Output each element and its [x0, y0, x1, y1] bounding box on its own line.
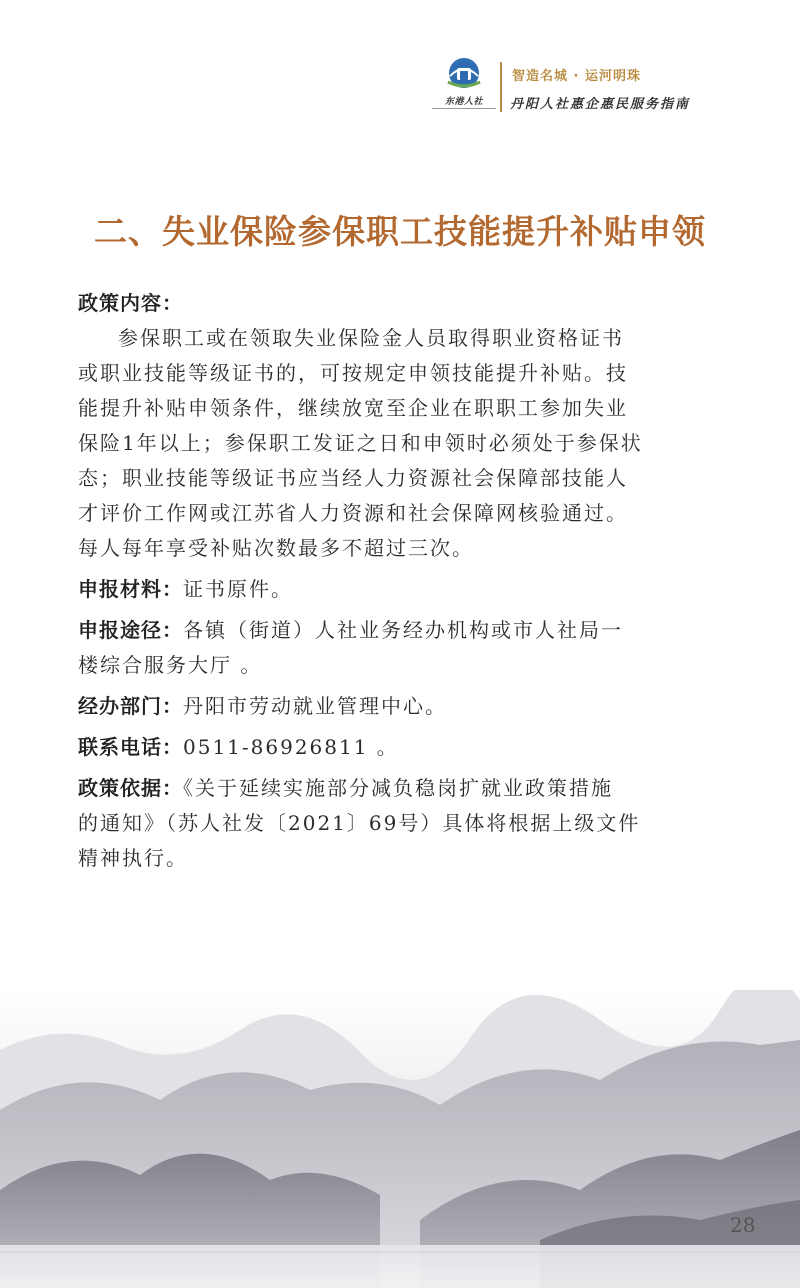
- policy-line-2: 或职业技能等级证书的，可按规定申领技能提升补贴。技: [78, 361, 628, 385]
- department-label: 经办部门：: [78, 694, 183, 718]
- policy-line-1: 参保职工或在领取失业保险金人员取得职业资格证书: [118, 326, 624, 350]
- header-subtitle: 丹阳人社惠企惠民服务指南: [510, 97, 691, 112]
- channel-value-line2: 楼综合服务大厅 。: [78, 653, 263, 677]
- policy-line-6: 才评价工作网或江苏省人力资源和社会保障网核验通过。: [78, 501, 628, 525]
- policy-line-7: 每人每年享受补贴次数最多不超过三次。: [78, 536, 474, 560]
- basis-label: 政策依据：: [78, 776, 183, 800]
- phone-label: 联系电话：: [78, 735, 183, 759]
- logo-emblem-icon: [428, 56, 500, 96]
- basis-value-line2: 的通知》（苏人社发〔2021〕69号）具体将根据上级文件: [78, 811, 641, 835]
- header-slogan: 智造名城 · 运河明珠: [512, 69, 641, 84]
- policy-content-block: [78, 286, 718, 876]
- basis-value-line3: 精神执行。: [78, 846, 188, 870]
- policy-line-4: 保险1年以上；参保职工发证之日和申领时必须处于参保状: [78, 431, 643, 455]
- section-title: 二、失业保险参保职工技能提升补贴申领: [94, 212, 706, 251]
- department-row: [78, 689, 718, 724]
- policy-content-label: 政策内容：: [78, 291, 183, 315]
- materials-value: 证书原件。: [183, 577, 293, 601]
- logo-underline: [432, 108, 496, 115]
- phone-row: [78, 730, 718, 765]
- materials-row: [78, 572, 718, 607]
- channel-value-line1: 各镇（街道）人社业务经办机构或市人社局一: [183, 618, 623, 642]
- page-number: 28: [730, 1213, 756, 1237]
- channel-label: 申报途径：: [78, 618, 183, 642]
- logo: [428, 56, 500, 122]
- basis-value-line1: 《关于延续实施部分减负稳岗扩就业政策措施: [183, 776, 613, 800]
- department-value: 丹阳市劳动就业管理中心。: [183, 694, 447, 718]
- policy-line-3: 能提升补贴申领条件，继续放宽至企业在职职工参加失业: [78, 396, 628, 420]
- policy-line-5: 态；职业技能等级证书应当经人力资源社会保障部技能人: [78, 466, 628, 490]
- basis-row: [78, 771, 718, 876]
- phone-value: 0511-86926811 。: [183, 735, 399, 759]
- materials-label: 申报材料：: [78, 577, 183, 601]
- channel-row: [78, 613, 718, 683]
- policy-content-paragraph: [78, 321, 718, 566]
- header-divider: [500, 62, 502, 112]
- policy-content-row: [78, 286, 718, 321]
- logo-text: 东港人社: [444, 97, 483, 107]
- mountain-landscape-image: [0, 990, 800, 1288]
